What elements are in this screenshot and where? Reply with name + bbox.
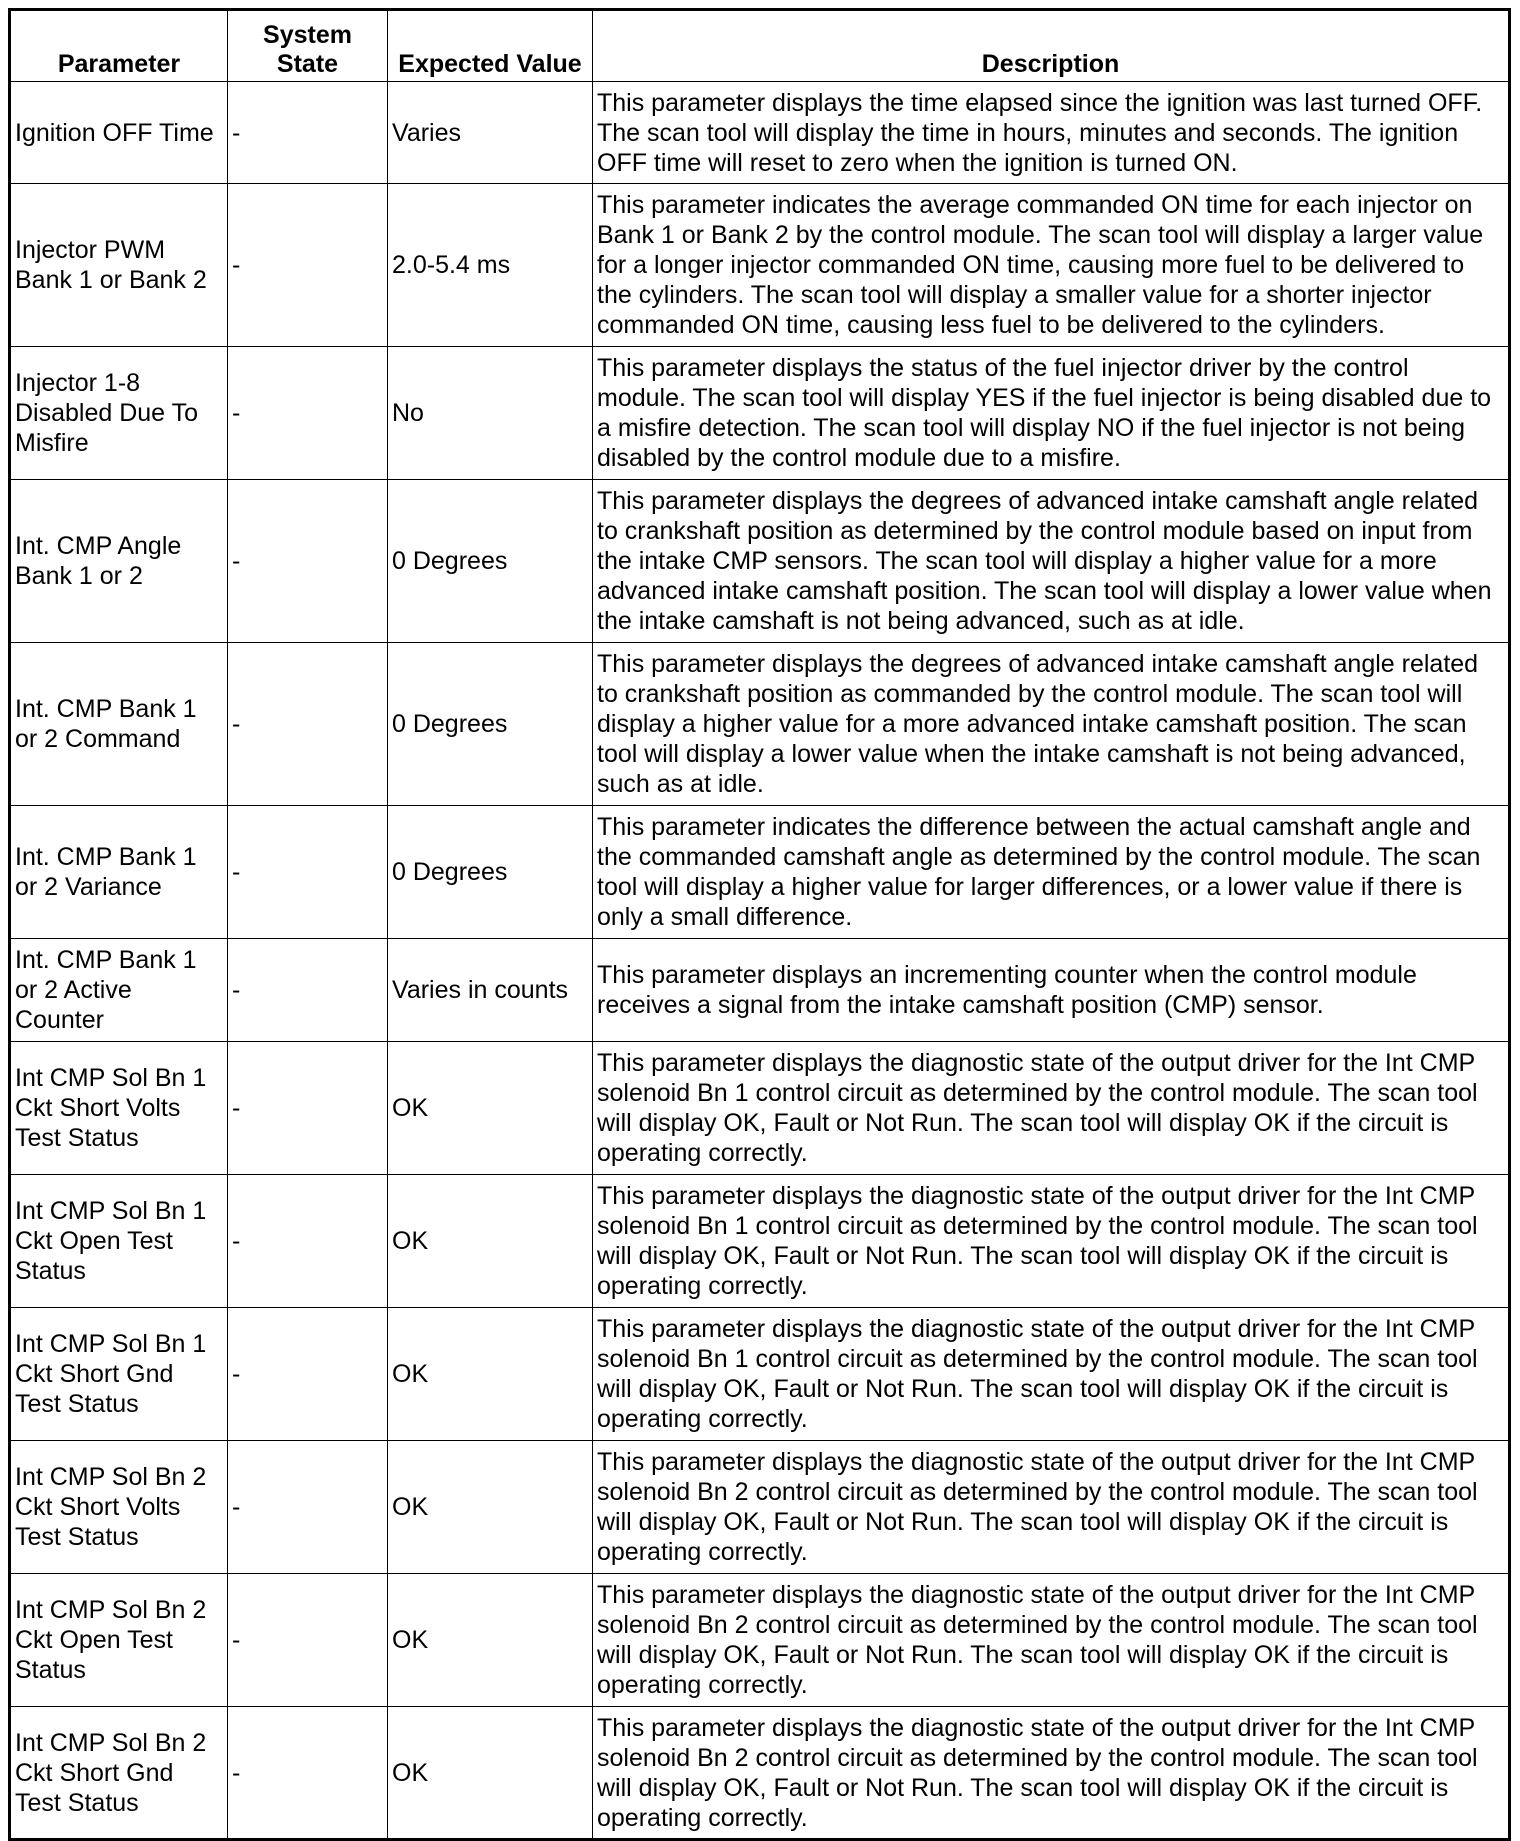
cell-expected-value: 0 Degrees <box>388 643 593 806</box>
cell-description: This parameter displays the diagnostic state of the output driver for the Int CMP solenoid Bn 1 control circuit as determined by the control module. The scan tool will display OK, Fault or Not Run. The scan tool will display OK if the circuit is operating correctly. <box>593 1308 1510 1441</box>
cell-parameter: Int. CMP Angle Bank 1 or 2 <box>10 480 228 643</box>
cell-expected-value: OK <box>388 1441 593 1574</box>
cell-system-state: - <box>228 939 388 1042</box>
header-expected-value: Expected Value <box>388 10 593 82</box>
cell-description: This parameter displays the diagnostic state of the output driver for the Int CMP solenoid Bn 2 control circuit as determined by the control module. The scan tool will display OK, Fault or Not Run. The scan tool will display OK if the circuit is operating correctly. <box>593 1707 1510 1840</box>
cell-parameter: Int. CMP Bank 1 or 2 Command <box>10 643 228 806</box>
table-row <box>10 1441 1510 1574</box>
cell-description: This parameter displays the time elapsed since the ignition was last turned OFF. The scan tool will display the time in hours, minutes and seconds. The ignition OFF time will reset to zero when the ignition is turned ON. <box>593 82 1510 184</box>
header-row <box>10 10 1510 82</box>
cell-description: This parameter displays an incrementing counter when the control module receives a signal from the intake camshaft position (CMP) sensor. <box>593 939 1510 1042</box>
header-system-state: System State <box>228 10 388 82</box>
table-row <box>10 347 1510 480</box>
cell-expected-value: OK <box>388 1707 593 1840</box>
cell-system-state: - <box>228 82 388 184</box>
cell-parameter: Int CMP Sol Bn 2 Ckt Short Volts Test Status <box>10 1441 228 1574</box>
cell-parameter: Int. CMP Bank 1 or 2 Active Counter <box>10 939 228 1042</box>
cell-parameter: Injector 1-8 Disabled Due To Misfire <box>10 347 228 480</box>
cell-expected-value: OK <box>388 1308 593 1441</box>
cell-parameter: Int CMP Sol Bn 1 Ckt Short Gnd Test Status <box>10 1308 228 1441</box>
cell-parameter: Int CMP Sol Bn 1 Ckt Short Volts Test Status <box>10 1042 228 1175</box>
cell-parameter: Int CMP Sol Bn 2 Ckt Open Test Status <box>10 1574 228 1707</box>
cell-system-state: - <box>228 1707 388 1840</box>
cell-system-state: - <box>228 347 388 480</box>
cell-description: This parameter displays the status of the fuel injector driver by the control module. The scan tool will display YES if the fuel injector is being disabled due to a misfire detection. The scan tool will display NO if the fuel injector is not being disabled by the control module due to a misfire. <box>593 347 1510 480</box>
table-row <box>10 939 1510 1042</box>
table-row <box>10 1574 1510 1707</box>
cell-parameter: Int CMP Sol Bn 2 Ckt Short Gnd Test Status <box>10 1707 228 1840</box>
cell-parameter: Int. CMP Bank 1 or 2 Variance <box>10 806 228 939</box>
parameter-table <box>8 8 1511 1841</box>
header-parameter: Parameter <box>10 10 228 82</box>
cell-parameter: Injector PWM Bank 1 or Bank 2 <box>10 184 228 347</box>
table-row <box>10 643 1510 806</box>
cell-system-state: - <box>228 480 388 643</box>
cell-description: This parameter indicates the average commanded ON time for each injector on Bank 1 or Bank 2 by the control module. The scan tool will display a larger value for a longer injector commanded ON time, causing more fuel to be delivered to the cylinders. The scan tool will display a smaller value for a shorter injector commanded ON time, causing less fuel to be delivered to the cylinders. <box>593 184 1510 347</box>
cell-description: This parameter displays the diagnostic state of the output driver for the Int CMP solenoid Bn 1 control circuit as determined by the control module. The scan tool will display OK, Fault or Not Run. The scan tool will display OK if the circuit is operating correctly. <box>593 1175 1510 1308</box>
table-row <box>10 1042 1510 1175</box>
table-row <box>10 184 1510 347</box>
table-row <box>10 1308 1510 1441</box>
cell-description: This parameter displays the degrees of advanced intake camshaft angle related to crankshaft position as determined by the control module based on input from the intake CMP sensors. The scan tool will display a higher value for a more advanced intake camshaft position. The scan tool will display a lower value when the intake camshaft is not being advanced, such as at idle. <box>593 480 1510 643</box>
table-row <box>10 1175 1510 1308</box>
cell-parameter: Ignition OFF Time <box>10 82 228 184</box>
cell-expected-value: 2.0-5.4 ms <box>388 184 593 347</box>
cell-description: This parameter indicates the difference between the actual camshaft angle and the commanded camshaft angle as determined by the control module. The scan tool will display a higher value for larger differences, or a lower value if there is only a small difference. <box>593 806 1510 939</box>
cell-expected-value: No <box>388 347 593 480</box>
header-description: Description <box>593 10 1510 82</box>
cell-expected-value: OK <box>388 1175 593 1308</box>
cell-expected-value: Varies in counts <box>388 939 593 1042</box>
table-row <box>10 480 1510 643</box>
table-row <box>10 1707 1510 1840</box>
cell-system-state: - <box>228 1175 388 1308</box>
table-row <box>10 82 1510 184</box>
cell-system-state: - <box>228 1042 388 1175</box>
cell-expected-value: 0 Degrees <box>388 480 593 643</box>
cell-parameter: Int CMP Sol Bn 1 Ckt Open Test Status <box>10 1175 228 1308</box>
cell-description: This parameter displays the diagnostic state of the output driver for the Int CMP solenoid Bn 1 control circuit as determined by the control module. The scan tool will display OK, Fault or Not Run. The scan tool will display OK if the circuit is operating correctly. <box>593 1042 1510 1175</box>
cell-system-state: - <box>228 643 388 806</box>
table-row <box>10 806 1510 939</box>
cell-system-state: - <box>228 184 388 347</box>
cell-description: This parameter displays the degrees of advanced intake camshaft angle related to crankshaft position as commanded by the control module. The scan tool will display a higher value for a more advanced intake camshaft position. The scan tool will display a lower value when the intake camshaft is not being advanced, such as at idle. <box>593 643 1510 806</box>
cell-expected-value: 0 Degrees <box>388 806 593 939</box>
cell-system-state: - <box>228 806 388 939</box>
cell-expected-value: Varies <box>388 82 593 184</box>
cell-expected-value: OK <box>388 1042 593 1175</box>
cell-description: This parameter displays the diagnostic state of the output driver for the Int CMP solenoid Bn 2 control circuit as determined by the control module. The scan tool will display OK, Fault or Not Run. The scan tool will display OK if the circuit is operating correctly. <box>593 1574 1510 1707</box>
cell-system-state: - <box>228 1574 388 1707</box>
cell-expected-value: OK <box>388 1574 593 1707</box>
cell-description: This parameter displays the diagnostic state of the output driver for the Int CMP solenoid Bn 2 control circuit as determined by the control module. The scan tool will display OK, Fault or Not Run. The scan tool will display OK if the circuit is operating correctly. <box>593 1441 1510 1574</box>
cell-system-state: - <box>228 1308 388 1441</box>
cell-system-state: - <box>228 1441 388 1574</box>
